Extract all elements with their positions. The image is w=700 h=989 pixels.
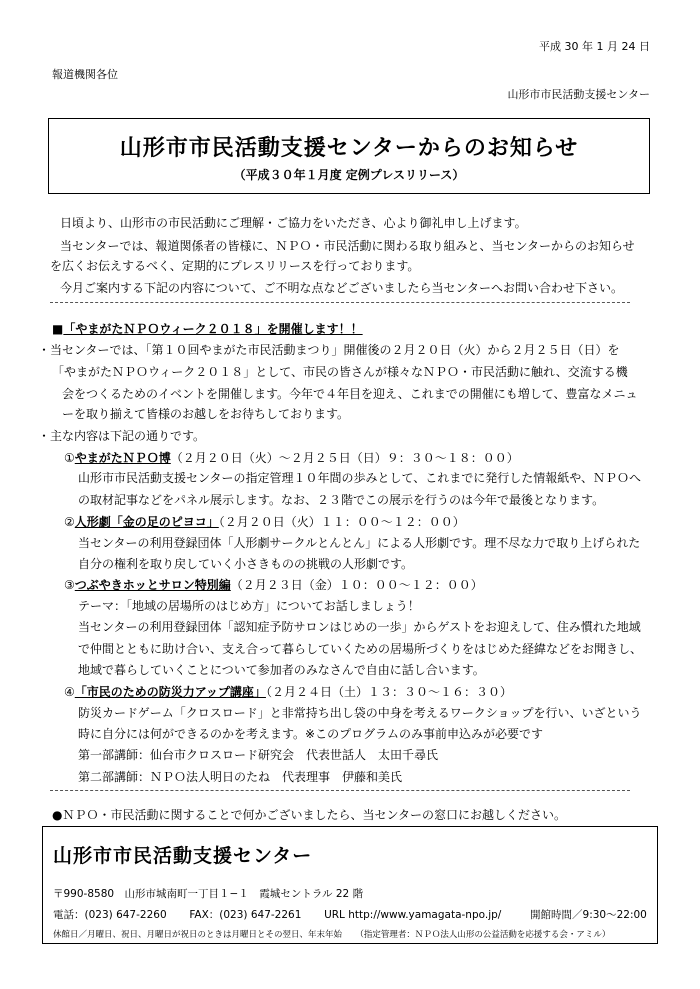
event-item-header	[64, 449, 519, 466]
event-number: ③	[64, 578, 75, 592]
section-marker: ■	[52, 322, 64, 336]
event-desc-line: の取材記事などをパネル展示します。なお、２３階でこの展示を行うのは今年で最後となります。	[78, 493, 605, 507]
event-number: ④	[64, 685, 75, 699]
event-desc-line: 当センターの利用登録団体「認知症予防サロンはじめの一歩」からゲストをお迎えして、住み慣れた地域	[78, 620, 641, 634]
website-link[interactable]: URL http://www.yamagata-npo.jp/	[324, 909, 502, 921]
event-title: 人形劇「金の足のピヨコ」	[74, 515, 219, 529]
event-desc-line: 時に自分には何ができるのかを考えます。※このプログラムのみ事前申込みが必要です	[78, 727, 543, 741]
event-number: ②	[64, 515, 75, 529]
address: 〒990-8580 山形市城南町一丁目１−１ 霞城セントラル 22 階	[53, 888, 364, 900]
opening-hours: 開館時間／9:30～22:00	[530, 909, 647, 921]
sender: 山形市市民活動支援センター	[507, 88, 650, 101]
event-title: 「市民のための防災力アップ講座」	[74, 685, 266, 699]
center-name: 山形市市民活動支援センター	[53, 845, 313, 867]
section-desc-line: 「やまがたＮＰＯウィーク２０１８」として、市民の皆さんが様々なＮＰＯ・市民活動に触れ、交流する機	[52, 365, 628, 379]
event-desc-line: で仲間とともに助け合い、支え合って暮らしていくための居場所づくりをはじめた経緯などをお聞きし、	[78, 642, 643, 656]
intro-line: 当センターでは、報道関係者の皆様に、ＮＰＯ・市民活動に関わる取り組みと、当センターからのお知らせ	[60, 239, 635, 253]
event-time: （２月２３日（金）１０：００～１２：００）	[230, 578, 483, 592]
event-title: やまがたＮＰＯ博	[74, 451, 171, 465]
divider	[50, 790, 630, 791]
closed-days: 休館日／月曜日、祝日、月曜日が祝日のときは月曜日とその翌日、年末年始	[53, 930, 343, 940]
closing-note: ●ＮＰＯ・市民活動に関することで何かございましたら、当センターの窓口にお越しください。	[52, 808, 566, 822]
phone: 電話：(023) 647-2260	[53, 909, 167, 921]
section-desc-line: ・当センターでは、「第１０回やまがた市民活動まつり」開催後の２月２０日（火）から２月２５日（日）を	[38, 343, 620, 357]
title-box	[48, 118, 650, 194]
event-title: つぶやきホッとサロン特別編	[74, 578, 231, 592]
fax: FAX：(023) 647-2261	[189, 909, 302, 921]
event-item-header	[64, 513, 465, 530]
closed-line	[53, 928, 610, 940]
event-desc-line: 第二部講師：ＮＰＯ法人明日のたね 代表理事 伊藤和美氏	[78, 770, 403, 784]
section-heading	[52, 320, 363, 337]
event-item-header	[64, 576, 483, 593]
event-desc-line: 地域で暮らしていくことについて参加者のみなさんで自由に話し合います。	[78, 663, 485, 677]
main-intro: ・主な内容は下記の通りです。	[38, 429, 206, 443]
contact-line	[53, 907, 647, 922]
divider	[50, 302, 630, 303]
contact-box	[42, 826, 658, 944]
event-number: ①	[64, 451, 75, 465]
release-date: 平成 30 年 1 月 24 日	[539, 40, 650, 53]
page-subtitle: （平成３０年１月度 定例プレスリリース）	[233, 168, 465, 182]
event-time: （２月２０日（火）～２月２５日（日）９：３０～１８：００）	[170, 451, 519, 465]
intro-line: 日頃より、山形市の市民活動にご理解・ご協力をいただき、心より御礼申し上げます。	[60, 216, 527, 230]
event-desc-line: 第一部講師：仙台市クロスロード研究会 代表世話人 太田千尋氏	[78, 748, 439, 762]
event-item-header	[64, 683, 512, 700]
section-heading-text: 「やまがたＮＰＯウィーク２０１８」を開催します！！	[63, 322, 363, 336]
section-desc-line: ーを取り揃えて皆様のお越しをお待ちしております。	[62, 407, 350, 421]
event-desc-line: テーマ：「地域の居場所のはじめ方」についてお話しましょう！	[78, 599, 420, 613]
section-desc-line: 会をつくるためのイベントを開催します。今年で４年目を迎え、これまでの開催にも増して、豊富なメニュ	[62, 387, 638, 401]
event-desc-line: 山形市市民活動支援センターの指定管理１０年間の歩みとして、これまでに発行した情報紙や、ＮＰＯへ	[78, 471, 642, 485]
manager: （指定管理者：ＮＰＯ法人山形の公益活動を応援する会・アミル）	[355, 930, 611, 940]
event-desc-line: 防災カードゲーム「クロスロード」と非常持ち出し袋の中身を考えるワークショップを行い、いざという	[78, 706, 642, 720]
event-desc-line: 自分の権利を取り戻していく小さきものの挑戦の人形劇です。	[78, 557, 414, 571]
intro-line: 今月ご案内する下記の内容について、ご不明な点などございましたら当センターへお問い合わせ下さい。	[60, 281, 624, 295]
event-desc-line: 当センターの利用登録団体「人形劇サークルとんとん」による人形劇です。理不尽な力で取り上げられた	[78, 536, 641, 550]
intro-line: を広くお伝えするべく、定期的にプレスリリースを行っております。	[50, 259, 420, 273]
event-time: （２月２４日（土）１３：３０～１６：３０）	[265, 685, 512, 699]
recipient: 報道機関各位	[52, 68, 118, 81]
event-time: （２月２０日（火）１１：００～１２：００）	[218, 515, 465, 529]
page-title: 山形市市民活動支援センターからのお知らせ	[119, 136, 579, 161]
